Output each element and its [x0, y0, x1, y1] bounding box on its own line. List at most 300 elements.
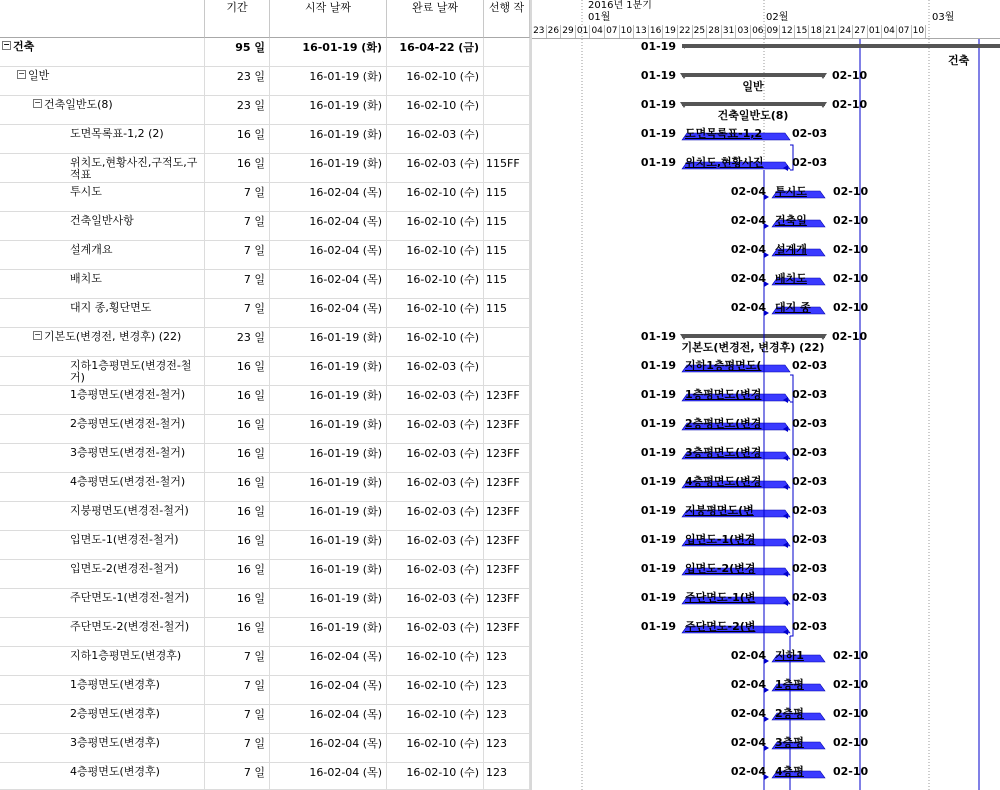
task-end-date[interactable]: 16-02-10 (수) — [387, 299, 484, 327]
task-duration[interactable]: 7 일 — [205, 705, 270, 733]
task-row[interactable] — [0, 705, 530, 734]
task-bar-label: 투시도 — [775, 185, 807, 198]
gantt-end-label: 02-03 — [792, 388, 828, 401]
task-end-date[interactable]: 16-02-03 (수) — [387, 618, 484, 646]
task-row[interactable] — [0, 734, 530, 763]
task-predecessor[interactable] — [484, 357, 530, 385]
day-tick-label: 24 — [839, 25, 854, 38]
gantt-start-label: 01-19 — [640, 562, 676, 575]
quarter-label: 2016년 1분기 — [588, 0, 652, 11]
gantt-end-label: 02-10 — [832, 69, 868, 82]
task-name: 기본도(변경전, 변경후) (22) — [44, 330, 182, 343]
task-name: 1층평면도(변경전-철거) — [70, 388, 186, 401]
summary-bar — [682, 73, 825, 77]
task-start-date[interactable]: 16-01-19 (화) — [270, 415, 387, 443]
day-tick-label: 31 — [722, 25, 737, 38]
task-bar-label: 1층평면도(변경 — [685, 388, 762, 401]
day-tick-label: 18 — [809, 25, 824, 38]
gantt-end-label: 02-03 — [792, 156, 828, 169]
task-name-cell[interactable] — [0, 183, 205, 211]
task-name-cell[interactable] — [0, 38, 205, 66]
task-end-date[interactable]: 16-02-03 (수) — [387, 531, 484, 559]
task-bar-label: 2층평 — [775, 707, 804, 720]
task-name: 3층평면도(변경후) — [70, 736, 160, 749]
task-start-date[interactable]: 16-01-19 (화) — [270, 589, 387, 617]
task-start-date[interactable]: 16-01-19 (화) — [270, 96, 387, 124]
task-bar-label: 1층평 — [775, 678, 804, 691]
task-predecessor[interactable]: 123FF — [484, 415, 530, 443]
task-name: 도면목록표-1,2 (2) — [70, 127, 164, 140]
header-duration[interactable]: 기간 — [205, 0, 270, 38]
task-predecessor[interactable]: 123FF — [484, 502, 530, 530]
gantt-start-label: 01-19 — [640, 417, 676, 430]
gantt-start-label: 02-04 — [730, 736, 766, 749]
task-end-date[interactable]: 16-02-03 (수) — [387, 125, 484, 153]
task-end-date[interactable]: 16-02-03 (수) — [387, 386, 484, 414]
task-end-date[interactable]: 16-02-10 (수) — [387, 328, 484, 356]
task-duration[interactable]: 23 일 — [205, 67, 270, 95]
task-predecessor[interactable]: 123FF — [484, 560, 530, 588]
gantt-start-label: 02-04 — [730, 301, 766, 314]
task-duration[interactable]: 16 일 — [205, 560, 270, 588]
task-row[interactable] — [0, 676, 530, 705]
task-name-cell[interactable] — [0, 618, 205, 646]
task-end-date[interactable]: 16-02-03 (수) — [387, 154, 484, 182]
task-predecessor[interactable]: 115 — [484, 270, 530, 298]
task-predecessor[interactable]: 123 — [484, 734, 530, 762]
task-name: 투시도 — [70, 185, 102, 198]
task-name-cell[interactable] — [0, 241, 205, 269]
task-start-date[interactable]: 16-01-19 (화) — [270, 38, 387, 66]
gantt-end-label: 02-03 — [792, 504, 828, 517]
task-start-date[interactable]: 16-02-04 (목) — [270, 241, 387, 269]
gantt-end-label: 02-03 — [792, 620, 828, 633]
task-bar-label: 위치도,현황사진 — [685, 156, 764, 169]
task-duration[interactable]: 7 일 — [205, 647, 270, 675]
task-end-date[interactable]: 16-02-10 (수) — [387, 763, 484, 789]
gantt-start-label: 01-19 — [640, 388, 676, 401]
day-tick-label: 27 — [853, 25, 868, 38]
task-row[interactable] — [0, 357, 530, 386]
task-bar-label: 4층평면도(변경 — [685, 475, 762, 488]
gantt-end-label: 02-10 — [833, 272, 869, 285]
task-duration[interactable]: 7 일 — [205, 763, 270, 789]
gantt-start-label: 02-04 — [730, 765, 766, 778]
task-name: 주단면도-1(변경전-철거) — [70, 591, 190, 604]
gantt-end-label: 02-03 — [792, 562, 828, 575]
gantt-chart — [532, 0, 1000, 790]
task-name: 배치도 — [70, 272, 102, 285]
task-end-date[interactable]: 16-02-10 (수) — [387, 67, 484, 95]
gantt-start-label: 01-19 — [640, 475, 676, 488]
gantt-summary-label: 건축일반도(8) — [717, 109, 789, 122]
task-bar-label: 2층평면도(변경 — [685, 417, 762, 430]
task-start-date[interactable]: 16-02-04 (목) — [270, 705, 387, 733]
task-bar-label: 주단면도-1(변 — [685, 591, 756, 604]
task-name: 입면도-2(변경전-철거) — [70, 562, 179, 575]
task-end-date[interactable]: 16-02-03 (수) — [387, 444, 484, 472]
task-row[interactable] — [0, 386, 530, 415]
task-duration[interactable]: 16 일 — [205, 444, 270, 472]
day-tick-label: 26 — [547, 25, 562, 38]
task-name: 대지 종,횡단면도 — [70, 301, 152, 314]
task-duration[interactable]: 16 일 — [205, 154, 270, 182]
task-end-date[interactable]: 16-02-03 (수) — [387, 560, 484, 588]
task-bar-label: 배치도 — [775, 272, 807, 285]
day-tick-label: 15 — [795, 25, 810, 38]
task-predecessor[interactable]: 115 — [484, 183, 530, 211]
task-end-date[interactable]: 16-02-10 (수) — [387, 734, 484, 762]
task-name-cell[interactable] — [0, 357, 205, 385]
task-name: 지붕평면도(변경전-철거) — [70, 504, 189, 517]
gantt-end-label: 02-10 — [833, 185, 869, 198]
task-start-date[interactable]: 16-01-19 (화) — [270, 560, 387, 588]
task-predecessor[interactable]: 123FF — [484, 531, 530, 559]
header-name[interactable] — [0, 0, 205, 38]
task-end-date[interactable]: 16-02-03 (수) — [387, 589, 484, 617]
gantt-start-label: 02-04 — [730, 678, 766, 691]
task-duration[interactable]: 16 일 — [205, 531, 270, 559]
task-row[interactable] — [0, 618, 530, 647]
collapse-toggle-icon[interactable]: − — [3, 40, 10, 49]
day-tick-label: 21 — [824, 25, 839, 38]
gantt-end-label: 02-03 — [792, 591, 828, 604]
task-row[interactable] — [0, 125, 530, 154]
task-bar-label: 4층평 — [775, 765, 804, 778]
task-duration[interactable]: 7 일 — [205, 241, 270, 269]
task-name-cell[interactable] — [0, 560, 205, 588]
task-bar-label: 설계개 — [775, 243, 807, 256]
gantt-start-label: 01-19 — [640, 127, 676, 140]
gantt-end-label: 02-03 — [792, 475, 828, 488]
task-predecessor[interactable] — [484, 96, 530, 124]
task-duration[interactable]: 16 일 — [205, 415, 270, 443]
task-name: 일반 — [28, 69, 50, 82]
task-row[interactable] — [0, 67, 530, 96]
task-predecessor[interactable]: 123FF — [484, 589, 530, 617]
task-row[interactable] — [0, 270, 530, 299]
task-row[interactable] — [0, 96, 530, 125]
task-bar-label: 도면목록표-1,2 — [685, 127, 763, 140]
task-predecessor[interactable]: 123FF — [484, 444, 530, 472]
day-tick-label: 22 — [678, 25, 693, 38]
task-bar-label: 3층평면도(변경 — [685, 446, 762, 459]
task-duration[interactable]: 16 일 — [205, 386, 270, 414]
timeline-header — [532, 0, 1000, 39]
day-tick-label: 07 — [605, 25, 620, 38]
task-start-date[interactable]: 16-01-19 (화) — [270, 618, 387, 646]
task-predecessor[interactable]: 123 — [484, 763, 530, 789]
task-predecessor[interactable]: 115 — [484, 299, 530, 327]
gantt-start-label: 01-19 — [640, 591, 676, 604]
task-duration[interactable]: 16 일 — [205, 589, 270, 617]
task-start-date[interactable]: 16-01-19 (화) — [270, 154, 387, 182]
task-name: 지하1층평면도(변경후) — [70, 649, 182, 662]
task-duration[interactable]: 16 일 — [205, 357, 270, 385]
task-start-date[interactable]: 16-02-04 (목) — [270, 299, 387, 327]
collapse-toggle-icon[interactable]: − — [18, 69, 25, 78]
gantt-end-label: 02-03 — [792, 446, 828, 459]
gantt-end-label: 02-10 — [833, 765, 869, 778]
task-bar-label: 건축일 — [775, 214, 807, 227]
task-start-date[interactable]: 16-01-19 (화) — [270, 328, 387, 356]
task-name-cell[interactable] — [0, 386, 205, 414]
task-end-date[interactable]: 16-02-10 (수) — [387, 270, 484, 298]
task-duration[interactable]: 16 일 — [205, 125, 270, 153]
gantt-start-label: 01-19 — [640, 40, 676, 53]
task-row[interactable] — [0, 502, 530, 531]
task-predecessor[interactable]: 123FF — [484, 618, 530, 646]
task-start-date[interactable]: 16-02-04 (목) — [270, 676, 387, 704]
task-name-cell[interactable] — [0, 763, 205, 789]
task-end-date[interactable]: 16-02-10 (수) — [387, 647, 484, 675]
task-row[interactable] — [0, 299, 530, 328]
task-end-date[interactable]: 16-02-10 (수) — [387, 676, 484, 704]
task-row[interactable] — [0, 212, 530, 241]
task-predecessor[interactable]: 115FF — [484, 154, 530, 182]
task-end-date[interactable]: 16-02-10 (수) — [387, 241, 484, 269]
gantt-start-label: 02-04 — [730, 272, 766, 285]
task-duration[interactable]: 23 일 — [205, 328, 270, 356]
day-tick-label: 28 — [707, 25, 722, 38]
task-bar-label: 입면도-1(변경 — [685, 533, 756, 546]
task-end-date[interactable]: 16-02-10 (수) — [387, 705, 484, 733]
task-row[interactable] — [0, 444, 530, 473]
task-duration[interactable]: 16 일 — [205, 473, 270, 501]
task-name-cell[interactable] — [0, 647, 205, 675]
task-row[interactable] — [0, 38, 530, 67]
task-name-cell[interactable] — [0, 705, 205, 733]
gantt-end-label: 02-10 — [833, 301, 869, 314]
gantt-end-label: 02-03 — [792, 533, 828, 546]
task-start-date[interactable]: 16-01-19 (화) — [270, 531, 387, 559]
task-duration[interactable]: 16 일 — [205, 502, 270, 530]
gantt-start-label: 01-19 — [640, 504, 676, 517]
task-start-date[interactable]: 16-01-19 (화) — [270, 357, 387, 385]
task-duration[interactable]: 23 일 — [205, 96, 270, 124]
task-start-date[interactable]: 16-01-19 (화) — [270, 502, 387, 530]
task-duration[interactable]: 7 일 — [205, 183, 270, 211]
gantt-end-label: 02-10 — [833, 214, 869, 227]
gantt-end-label: 02-10 — [832, 98, 868, 111]
task-predecessor[interactable]: 115 — [484, 212, 530, 240]
task-predecessor[interactable]: 123FF — [484, 473, 530, 501]
day-tick-label: 12 — [780, 25, 795, 38]
task-predecessor[interactable]: 123 — [484, 647, 530, 675]
gantt-end-label: 02-10 — [833, 243, 869, 256]
task-predecessor[interactable] — [484, 125, 530, 153]
day-tick-label: 25 — [693, 25, 708, 38]
task-name-cell[interactable] — [0, 125, 205, 153]
task-start-date[interactable]: 16-01-19 (화) — [270, 67, 387, 95]
gantt-start-label: 02-04 — [730, 649, 766, 662]
gantt-start-label: 02-04 — [730, 707, 766, 720]
task-row[interactable] — [0, 531, 530, 560]
task-predecessor[interactable] — [484, 38, 530, 66]
task-row[interactable] — [0, 328, 530, 357]
task-name: 4층평면도(변경후) — [70, 765, 160, 778]
task-row[interactable] — [0, 183, 530, 212]
gantt-start-label: 01-19 — [640, 533, 676, 546]
task-name-cell[interactable] — [0, 270, 205, 298]
task-name-cell[interactable] — [0, 502, 205, 530]
task-bar-label: 지붕평면도(변 — [685, 504, 754, 517]
gantt-end-label: 02-10 — [832, 330, 868, 343]
task-start-date[interactable]: 16-01-19 (화) — [270, 444, 387, 472]
task-start-date[interactable]: 16-01-19 (화) — [270, 473, 387, 501]
task-predecessor[interactable]: 123 — [484, 676, 530, 704]
task-row[interactable] — [0, 241, 530, 270]
task-start-date[interactable]: 16-02-04 (목) — [270, 734, 387, 762]
task-name: 설계개요 — [70, 243, 113, 256]
task-bar-label: 대지 종 — [775, 301, 811, 314]
day-tick-label: 10 — [912, 25, 927, 38]
task-name-cell[interactable] — [0, 96, 205, 124]
task-row[interactable] — [0, 473, 530, 502]
month-label-feb: 02월 — [766, 12, 789, 23]
task-end-date[interactable]: 16-02-10 (수) — [387, 212, 484, 240]
gantt-start-label: 01-19 — [640, 98, 676, 111]
task-name-cell[interactable] — [0, 676, 205, 704]
task-row[interactable] — [0, 154, 530, 183]
day-tick-label: 04 — [590, 25, 605, 38]
day-tick-label: 04 — [882, 25, 897, 38]
task-start-date[interactable]: 16-02-04 (목) — [270, 212, 387, 240]
task-row[interactable] — [0, 589, 530, 618]
task-name: 4층평면도(변경전-철거) — [70, 475, 186, 488]
task-duration[interactable]: 7 일 — [205, 212, 270, 240]
day-tick-label: 01 — [868, 25, 883, 38]
task-name-cell[interactable] — [0, 67, 205, 95]
task-name: 건축일반사항 — [70, 214, 134, 227]
gantt-start-label: 02-04 — [730, 243, 766, 256]
task-start-date[interactable]: 16-02-04 (목) — [270, 270, 387, 298]
day-tick-label: 10 — [620, 25, 635, 38]
header-predecessor[interactable]: 선행 작 — [484, 0, 530, 38]
task-duration[interactable]: 7 일 — [205, 270, 270, 298]
task-duration[interactable]: 95 일 — [205, 38, 270, 66]
gantt-start-label: 01-19 — [640, 359, 676, 372]
task-name: 주단면도-2(변경전-철거) — [70, 620, 190, 633]
task-start-date[interactable]: 16-02-04 (목) — [270, 763, 387, 789]
task-name-cell[interactable] — [0, 415, 205, 443]
day-tick-label: 09 — [766, 25, 781, 38]
task-name: 건축일반도(8) — [44, 98, 113, 111]
day-tick-label: 29 — [561, 25, 576, 38]
task-end-date[interactable]: 16-02-03 (수) — [387, 357, 484, 385]
task-start-date[interactable]: 16-01-19 (화) — [270, 125, 387, 153]
task-end-date[interactable]: 16-04-22 (금) — [387, 38, 484, 66]
gantt-end-label: 02-03 — [792, 127, 828, 140]
gantt-summary-label: 건축 — [948, 54, 970, 67]
task-predecessor[interactable] — [484, 328, 530, 356]
task-name-cell[interactable] — [0, 212, 205, 240]
task-duration[interactable]: 7 일 — [205, 299, 270, 327]
task-predecessor[interactable]: 123 — [484, 705, 530, 733]
header-start[interactable]: 시작 날짜 — [270, 0, 387, 38]
task-name-cell[interactable] — [0, 531, 205, 559]
task-start-date[interactable]: 16-01-19 (화) — [270, 386, 387, 414]
task-name: 1층평면도(변경후) — [70, 678, 160, 691]
day-tick-label: 03 — [736, 25, 751, 38]
task-name: 입면도-1(변경전-철거) — [70, 533, 179, 546]
collapse-toggle-icon[interactable]: − — [34, 98, 41, 107]
task-name-cell[interactable] — [0, 299, 205, 327]
gantt-end-label: 02-10 — [833, 707, 869, 720]
day-tick-label: 01 — [576, 25, 591, 38]
task-row[interactable] — [0, 647, 530, 676]
task-name: 위치도,현황사진,구적도,구적표 — [70, 156, 198, 181]
task-start-date[interactable]: 16-02-04 (목) — [270, 647, 387, 675]
header-end[interactable]: 완료 날짜 — [387, 0, 484, 38]
task-name-cell[interactable] — [0, 444, 205, 472]
gantt-end-label: 02-10 — [833, 649, 869, 662]
month-label-mar: 03월 — [932, 12, 955, 23]
gantt-start-label: 01-19 — [640, 330, 676, 343]
task-name-cell[interactable] — [0, 328, 205, 356]
summary-bar — [682, 334, 825, 338]
gantt-end-label: 02-03 — [792, 417, 828, 430]
gantt-end-label: 02-03 — [792, 359, 828, 372]
task-end-date[interactable]: 16-02-10 (수) — [387, 183, 484, 211]
day-tick-label: 06 — [751, 25, 766, 38]
day-tick-label: 13 — [634, 25, 649, 38]
gantt-summary-label: 일반 — [742, 80, 764, 93]
task-name-cell[interactable] — [0, 589, 205, 617]
gantt-start-label: 01-19 — [640, 446, 676, 459]
day-tick-label: 19 — [663, 25, 678, 38]
collapse-toggle-icon[interactable]: − — [34, 330, 41, 339]
task-predecessor[interactable] — [484, 67, 530, 95]
summary-bar — [682, 102, 825, 106]
task-name-cell[interactable] — [0, 473, 205, 501]
gantt-summary-label: 기본도(변경전, 변경후) (22) — [681, 341, 825, 354]
task-bar-label: 지하1층평면도( — [685, 359, 762, 372]
day-tick-label: 23 — [532, 25, 547, 38]
task-bar-label: 주단면도-2(변 — [685, 620, 756, 633]
task-row[interactable] — [0, 560, 530, 589]
task-bar-label: 입면도-2(변경 — [685, 562, 756, 575]
summary-bar — [682, 44, 1000, 48]
task-duration[interactable]: 7 일 — [205, 734, 270, 762]
task-name-cell[interactable] — [0, 734, 205, 762]
gantt-end-label: 02-10 — [833, 678, 869, 691]
task-end-date[interactable]: 16-02-03 (수) — [387, 502, 484, 530]
task-name-cell[interactable] — [0, 154, 205, 182]
task-duration[interactable]: 7 일 — [205, 676, 270, 704]
task-duration[interactable]: 16 일 — [205, 618, 270, 646]
task-end-date[interactable]: 16-02-03 (수) — [387, 415, 484, 443]
month-label-jan: 01월 — [588, 12, 611, 23]
task-name: 지하1층평면도(변경전-철거) — [70, 359, 192, 384]
task-predecessor[interactable]: 123FF — [484, 386, 530, 414]
task-name: 3층평면도(변경전-철거) — [70, 446, 186, 459]
task-predecessor[interactable]: 115 — [484, 241, 530, 269]
task-row[interactable] — [0, 763, 530, 790]
task-name: 2층평면도(변경후) — [70, 707, 160, 720]
task-end-date[interactable]: 16-02-10 (수) — [387, 96, 484, 124]
day-tick-label: 07 — [897, 25, 912, 38]
task-bar-label: 지하1 — [775, 649, 804, 662]
task-name: 건축 — [13, 40, 35, 53]
task-row[interactable] — [0, 415, 530, 444]
task-start-date[interactable]: 16-02-04 (목) — [270, 183, 387, 211]
gantt-start-label: 01-19 — [640, 69, 676, 82]
task-name: 2층평면도(변경전-철거) — [70, 417, 186, 430]
task-end-date[interactable]: 16-02-03 (수) — [387, 473, 484, 501]
gantt-start-label: 01-19 — [640, 156, 676, 169]
task-bar-label: 3층평 — [775, 736, 804, 749]
